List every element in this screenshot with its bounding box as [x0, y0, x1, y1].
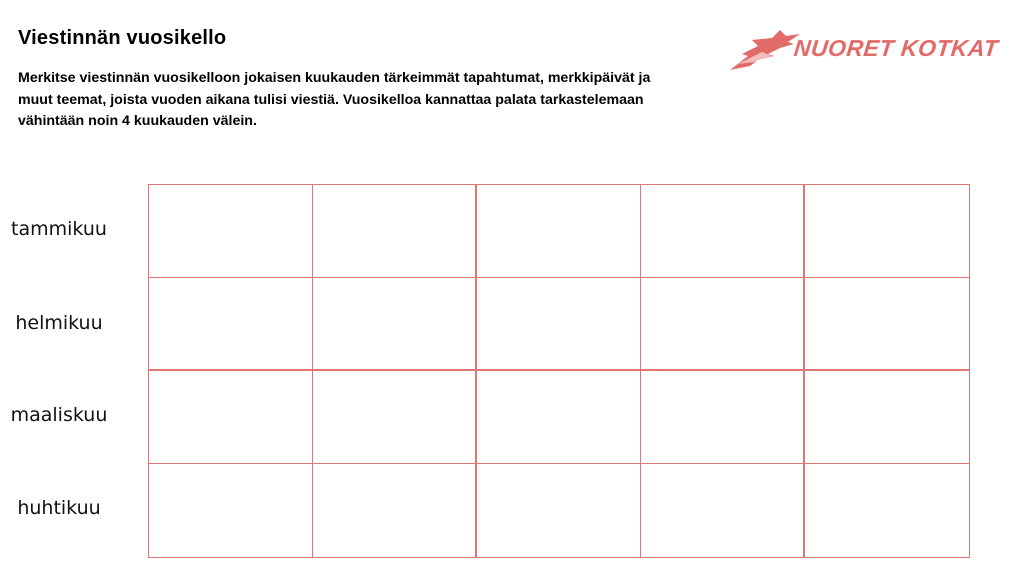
logo-text: NUORET KOTKAT	[792, 35, 1000, 61]
nuoret-kotkat-logo	[728, 26, 1000, 76]
grid-cell[interactable]	[805, 278, 969, 371]
eagle-icon	[728, 26, 802, 76]
grid-cell[interactable]	[149, 278, 313, 371]
grid-cell[interactable]	[313, 371, 477, 464]
grid-cell[interactable]	[805, 371, 969, 464]
grid-cell[interactable]	[641, 371, 805, 464]
month-label-maaliskuu: maaliskuu	[10, 404, 108, 426]
grid-cell[interactable]	[149, 185, 313, 278]
grid-cell[interactable]	[641, 464, 805, 557]
grid-cell[interactable]	[477, 371, 641, 464]
grid-cell[interactable]	[149, 464, 313, 557]
page-title: Viestinnän vuosikello	[18, 27, 227, 49]
grid-cell[interactable]	[641, 278, 805, 371]
grid-cell[interactable]	[149, 371, 313, 464]
grid-cell[interactable]	[477, 278, 641, 371]
grid-cell[interactable]	[805, 185, 969, 278]
grid-cell[interactable]	[313, 185, 477, 278]
instructions-text: Merkitse viestinnän vuosikelloon jokaisen kuukauden tärkeimmät tapahtumat, merkkipäivät ja muut teemat, joista vuoden aikana tulisi viestiä. Vuosikelloa kannattaa palata tarkastelemaan vähintään noin 4 kuukauden välein.	[18, 70, 651, 129]
calendar-grid	[148, 184, 970, 558]
month-label-huhtikuu: huhtikuu	[17, 497, 101, 519]
grid-cell[interactable]	[805, 464, 969, 557]
month-label-helmikuu: helmikuu	[15, 312, 103, 334]
grid-cell[interactable]	[477, 185, 641, 278]
grid-cell[interactable]	[313, 278, 477, 371]
grid-cell[interactable]	[313, 464, 477, 557]
month-label-tammikuu: tammikuu	[11, 218, 107, 240]
grid-cell[interactable]	[477, 464, 641, 557]
grid-cell[interactable]	[641, 185, 805, 278]
